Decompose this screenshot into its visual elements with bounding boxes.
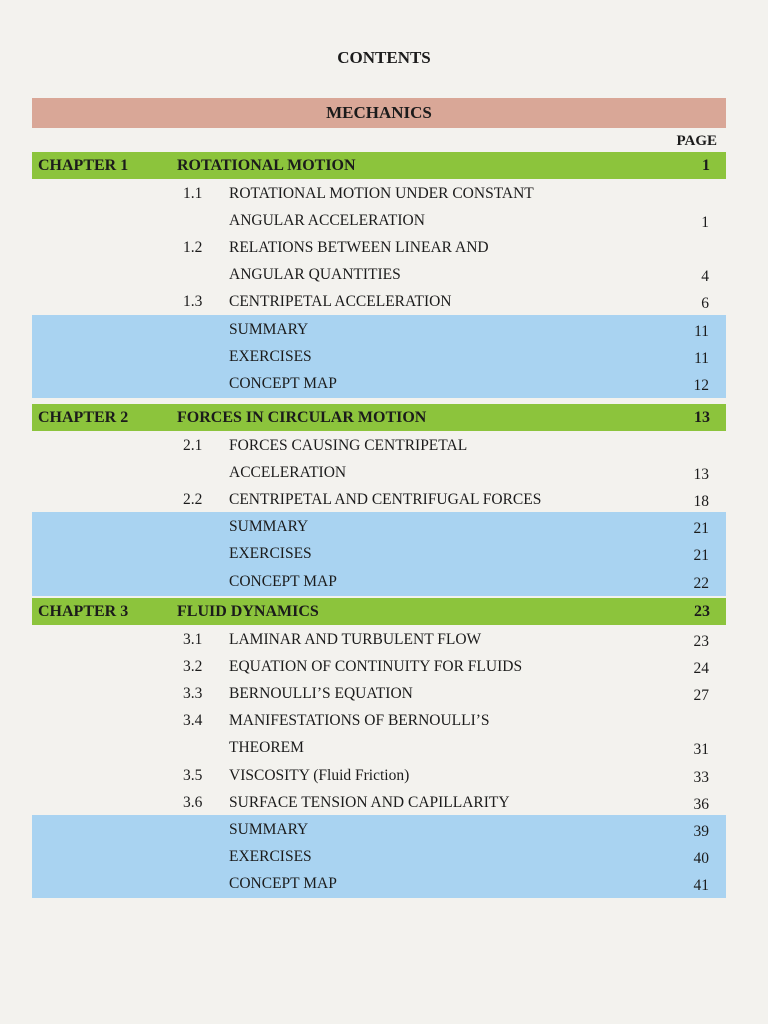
section-title: ANGULAR QUANTITIES xyxy=(229,266,401,284)
section-title: SURFACE TENSION AND CAPILLARITY xyxy=(229,793,510,811)
extras-entry xyxy=(0,818,768,842)
chapter-heading xyxy=(32,404,726,431)
extras-entry xyxy=(0,542,768,566)
chapter-title: ROTATIONAL MOTION xyxy=(177,157,356,174)
extras-title: SUMMARY xyxy=(229,820,309,838)
extras-entry xyxy=(0,372,768,396)
section-number: 1.1 xyxy=(183,185,203,202)
section-entry xyxy=(0,709,768,733)
chapter-heading xyxy=(32,152,726,179)
page-column-header: PAGE xyxy=(676,133,717,149)
extras-page-number: 21 xyxy=(693,547,709,565)
section-page-number: 33 xyxy=(693,768,709,786)
section-title: MANIFESTATIONS OF BERNOULLI’S xyxy=(229,712,490,730)
extras-page-number: 21 xyxy=(693,520,709,538)
section-title: THEOREM xyxy=(229,739,304,757)
section-entry xyxy=(0,263,768,287)
section-title: LAMINAR AND TURBULENT FLOW xyxy=(229,631,482,648)
section-title: BERNOULLI’S EQUATION xyxy=(229,685,413,703)
extras-entry xyxy=(0,345,768,369)
section-title: CENTRIPETAL ACCELERATION xyxy=(229,293,452,311)
extras-title: SUMMARY xyxy=(229,320,309,338)
extras-title: CONCEPT MAP xyxy=(229,572,337,590)
chapter-page-number: 1 xyxy=(702,157,710,174)
section-title: ACCELERATION xyxy=(229,464,347,482)
section-entry xyxy=(0,461,768,485)
section-entry xyxy=(0,434,768,458)
section-entry xyxy=(0,290,768,314)
extras-entry xyxy=(0,845,768,869)
section-entry xyxy=(0,628,768,652)
section-entry xyxy=(0,488,768,512)
extras-page-number: 12 xyxy=(693,376,709,394)
section-page-number: 4 xyxy=(701,268,709,286)
contents-title: CONTENTS xyxy=(337,48,431,67)
extras-page-number: 11 xyxy=(694,322,709,340)
extras-title: EXERCISES xyxy=(229,347,312,365)
section-entry xyxy=(0,655,768,679)
section-page-number: 24 xyxy=(693,660,709,678)
section-number: 3.5 xyxy=(183,766,203,784)
section-page-number: 13 xyxy=(693,466,709,484)
section-entry xyxy=(0,182,768,206)
section-page-number: 36 xyxy=(693,795,709,813)
extras-title: EXERCISES xyxy=(229,847,312,865)
extras-entry xyxy=(0,515,768,539)
extras-title: CONCEPT MAP xyxy=(229,874,337,892)
section-entry xyxy=(0,791,768,815)
section-title: EQUATION OF CONTINUITY FOR FLUIDS xyxy=(229,658,523,676)
section-title: CENTRIPETAL AND CENTRIFUGAL FORCES xyxy=(229,491,542,509)
section-entry xyxy=(0,209,768,233)
section-entry xyxy=(0,682,768,706)
section-page-number: 18 xyxy=(693,493,709,511)
chapter-heading xyxy=(32,598,726,625)
section-number: 3.2 xyxy=(183,658,203,676)
section-entry xyxy=(0,236,768,260)
part-heading: MECHANICS xyxy=(32,98,726,128)
extras-page-number: 41 xyxy=(693,876,709,894)
extras-title: CONCEPT MAP xyxy=(229,374,337,392)
chapter-title: FLUID DYNAMICS xyxy=(177,603,319,620)
section-page-number: 27 xyxy=(693,687,709,705)
section-title: FORCES CAUSING CENTRIPETAL xyxy=(229,437,468,454)
section-page-number: 31 xyxy=(693,741,709,759)
section-number: 3.1 xyxy=(183,631,203,648)
chapter-page-number: 23 xyxy=(694,603,710,620)
section-title: RELATIONS BETWEEN LINEAR AND xyxy=(229,239,489,257)
extras-entry xyxy=(0,570,768,594)
section-title: ANGULAR ACCELERATION xyxy=(229,212,425,230)
extras-page-number: 11 xyxy=(694,349,709,367)
section-number: 3.4 xyxy=(183,712,203,730)
section-page-number: 6 xyxy=(701,295,709,313)
section-number: 3.6 xyxy=(183,793,203,811)
section-page-number: 23 xyxy=(693,633,709,650)
extras-entry xyxy=(0,872,768,896)
section-number: 3.3 xyxy=(183,685,203,703)
section-entry xyxy=(0,764,768,788)
extras-title: SUMMARY xyxy=(229,518,309,536)
section-number: 2.1 xyxy=(183,437,203,454)
section-title: VISCOSITY (Fluid Friction) xyxy=(229,766,410,784)
section-number: 1.2 xyxy=(183,239,203,257)
chapter-number: CHAPTER 1 xyxy=(38,157,129,174)
extras-page-number: 22 xyxy=(693,574,709,592)
extras-title: EXERCISES xyxy=(229,545,312,563)
extras-entry xyxy=(0,318,768,342)
chapter-number: CHAPTER 2 xyxy=(38,409,129,426)
extras-page-number: 40 xyxy=(693,849,709,867)
section-number: 2.2 xyxy=(183,491,203,509)
section-page-number: 1 xyxy=(701,214,709,232)
section-title: ROTATIONAL MOTION UNDER CONSTANT xyxy=(229,185,534,202)
section-entry xyxy=(0,736,768,760)
chapter-title: FORCES IN CIRCULAR MOTION xyxy=(177,409,427,426)
chapter-page-number: 13 xyxy=(694,409,710,426)
extras-page-number: 39 xyxy=(693,822,709,840)
section-number: 1.3 xyxy=(183,293,203,311)
chapter-number: CHAPTER 3 xyxy=(38,603,129,620)
